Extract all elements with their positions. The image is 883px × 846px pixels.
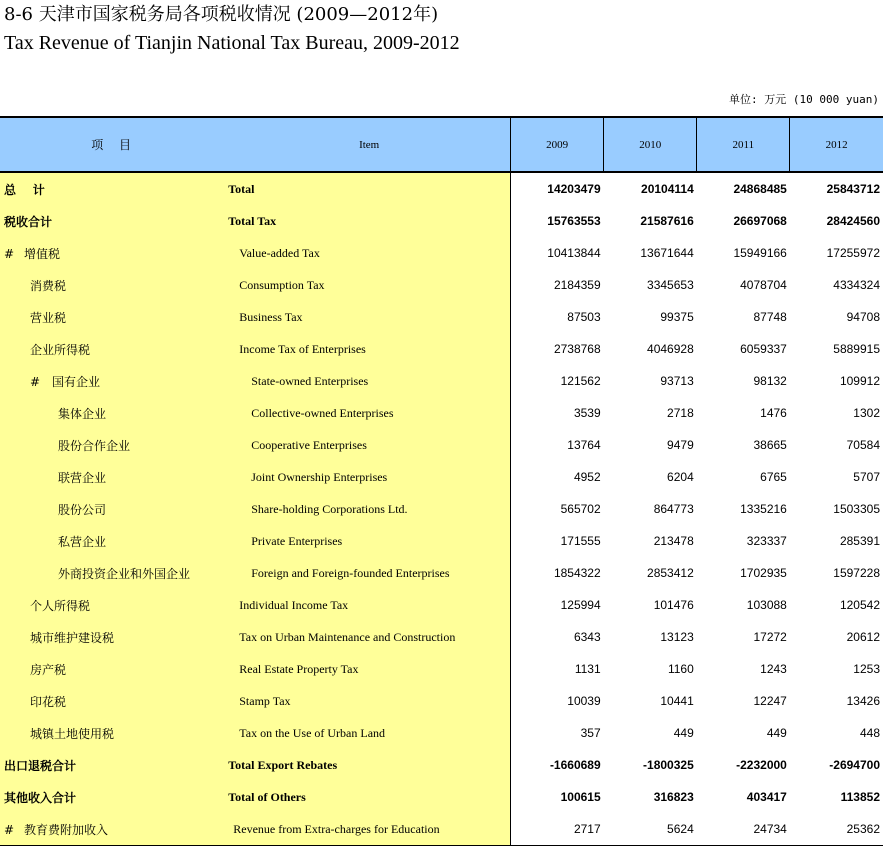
page-title-english: Tax Revenue of Tianjin National Tax Bureau, 2009-2012: [4, 32, 460, 54]
value-2009: 13764: [511, 429, 604, 461]
value-2011: 17272: [753, 630, 787, 644]
value-2009: 171555: [511, 525, 604, 557]
row-label-chinese: [0, 813, 228, 846]
header-year-2012: 2012: [790, 117, 883, 172]
value-2012: 1253: [853, 662, 880, 676]
table-row: [0, 301, 883, 333]
value-2009: 125994: [511, 589, 604, 621]
value-2009: 14203479: [511, 172, 604, 205]
value-2010: -1800325: [643, 758, 694, 772]
value-2009: 1854322: [511, 557, 604, 589]
value-2009: 10039: [511, 685, 604, 717]
table-row: [0, 365, 883, 397]
value-2012: 1503305: [833, 502, 880, 516]
value-2010: 10441: [660, 694, 694, 708]
row-label-chinese: 股份合作企业: [0, 429, 228, 461]
row-label-chinese: 营业税: [0, 301, 228, 333]
table-row: [0, 685, 883, 717]
value-2012: 1302: [853, 406, 880, 420]
value-2012: 28424560: [826, 214, 880, 228]
value-2009: 87503: [511, 301, 604, 333]
value-2012: 94708: [846, 310, 880, 324]
value-2012: 4334324: [833, 278, 880, 292]
value-2009: 2738768: [511, 333, 604, 365]
row-label-english: Income Tax of Enterprises: [228, 333, 510, 365]
unit-label: 单位: 万元 (10 000 yuan): [729, 93, 879, 106]
row-label-english: Joint Ownership Enterprises: [228, 461, 510, 493]
value-2011: 1335216: [740, 502, 787, 516]
table-row: [0, 589, 883, 621]
value-2011: 323337: [746, 534, 787, 548]
row-label-chinese-text: 总 计: [4, 182, 45, 197]
header-item-chinese: 项 目: [0, 117, 228, 172]
value-2011: 98132: [753, 374, 787, 388]
value-2012: 25362: [790, 813, 883, 846]
value-2010: 4046928: [647, 342, 694, 356]
row-label-chinese: [0, 237, 228, 269]
row-label-chinese: 集体企业: [0, 397, 228, 429]
value-2010: 20104114: [641, 182, 694, 196]
value-2010: 93713: [660, 374, 694, 388]
value-2010: 101476: [653, 598, 694, 612]
row-label-chinese: 企业所得税: [0, 333, 228, 365]
row-label-english: Total Tax: [228, 205, 510, 237]
value-2009: 357: [511, 717, 604, 749]
value-2012: 5889915: [833, 342, 880, 356]
value-2010: 449: [673, 726, 694, 740]
value-2009: -1660689: [511, 749, 604, 781]
row-label-english: Individual Income Tax: [228, 589, 510, 621]
table-row: [0, 237, 883, 269]
value-2011: 12247: [753, 694, 787, 708]
value-2011: 15949166: [733, 246, 787, 260]
row-label-chinese: [0, 365, 228, 397]
row-label-english: Total: [228, 172, 510, 205]
value-2010: 5624: [604, 813, 697, 846]
row-label-chinese: 消费税: [0, 269, 228, 301]
row-label-english: Total of Others: [228, 781, 510, 813]
table-row: [0, 269, 883, 301]
value-2009: 3539: [511, 397, 604, 429]
row-label-english: Private Enterprises: [228, 525, 510, 557]
value-2010: 13671644: [640, 246, 694, 260]
value-2010: 2853412: [647, 566, 694, 580]
value-2012: -2694700: [829, 758, 880, 772]
value-2012: 20612: [846, 630, 880, 644]
row-label-chinese-text: 增值税: [24, 246, 61, 261]
row-label-english: Business Tax: [228, 301, 510, 333]
row-label-chinese: 个人所得税: [0, 589, 228, 621]
row-label-chinese: 城镇土地使用税: [0, 717, 228, 749]
row-label-chinese: 股份公司: [0, 493, 228, 525]
row-label-chinese: 出口退税合计: [0, 749, 228, 781]
header-year-2009: 2009: [511, 117, 604, 172]
row-label-chinese: 税收合计: [0, 205, 228, 237]
value-2009: 121562: [511, 365, 604, 397]
row-label-chinese: 房产税: [0, 653, 228, 685]
row-label-english: Tax on the Use of Urban Land: [228, 717, 510, 749]
row-label-chinese: 私营企业: [0, 525, 228, 557]
value-2009: 4952: [511, 461, 604, 493]
header-item-english: Item: [228, 117, 510, 172]
page-title-chinese: 8-6 天津市国家税务局各项税收情况 (2009—2012年): [4, 4, 439, 25]
value-2009: 10413844: [511, 237, 604, 269]
value-2012: 70584: [846, 438, 880, 452]
table-row: [0, 621, 883, 653]
row-label-english: Stamp Tax: [228, 685, 510, 717]
value-2012: 1597228: [833, 566, 880, 580]
row-label-chinese: 城市维护建设税: [0, 621, 228, 653]
value-2010: 2718: [667, 406, 694, 420]
header-year-2010: 2010: [604, 117, 697, 172]
note-mark: #: [4, 246, 15, 261]
row-label-chinese: [0, 172, 228, 205]
row-label-english: Total Export Rebates: [228, 749, 510, 781]
value-2011: 4078704: [740, 278, 787, 292]
row-label-chinese: 印花税: [0, 685, 228, 717]
table-row: [0, 781, 883, 813]
value-2012: 17255972: [826, 246, 880, 260]
row-label-chinese: 其他收入合计: [0, 781, 228, 813]
value-2012: 13426: [846, 694, 880, 708]
value-2012: 109912: [839, 374, 880, 388]
table-row: [0, 461, 883, 493]
row-label-english: Collective-owned Enterprises: [228, 397, 510, 429]
value-2012: 5707: [853, 470, 880, 484]
value-2011: 1243: [760, 662, 787, 676]
table-row: [0, 333, 883, 365]
value-2009: 565702: [511, 493, 604, 525]
row-label-english: State-owned Enterprises: [228, 365, 510, 397]
value-2011: 24868485: [733, 182, 787, 196]
value-2009: 100615: [511, 781, 604, 813]
table-row: [0, 493, 883, 525]
value-2010: 1160: [667, 662, 694, 676]
row-label-english: Revenue from Extra-charges for Education: [228, 813, 510, 846]
table-row: [0, 205, 883, 237]
table-row: [0, 717, 883, 749]
value-2011: 103088: [746, 598, 787, 612]
note-mark: #: [30, 374, 41, 389]
value-2011: 26697068: [733, 214, 787, 228]
value-2011: 1702935: [740, 566, 787, 580]
table-row: [0, 557, 883, 589]
row-label-english: Share-holding Corporations Ltd.: [228, 493, 510, 525]
table-row: [0, 525, 883, 557]
value-2011: 38665: [753, 438, 787, 452]
value-2012: 113852: [840, 790, 880, 804]
value-2009: 2184359: [511, 269, 604, 301]
table-row: [0, 172, 883, 205]
value-2010: 9479: [667, 438, 694, 452]
value-2009: 15763553: [511, 205, 604, 237]
value-2010: 6204: [667, 470, 694, 484]
row-label-chinese: 联营企业: [0, 461, 228, 493]
value-2010: 21587616: [640, 214, 694, 228]
value-2011: 449: [766, 726, 787, 740]
value-2012: 25843712: [826, 182, 880, 196]
row-label-chinese-text: 国有企业: [52, 374, 101, 389]
value-2011: 1476: [760, 406, 787, 420]
table-row: [0, 397, 883, 429]
value-2010: 13123: [660, 630, 694, 644]
row-label-english: Real Estate Property Tax: [228, 653, 510, 685]
header-year-2011: 2011: [697, 117, 790, 172]
row-label-english: Foreign and Foreign-founded Enterprises: [228, 557, 510, 589]
value-2011: 403417: [746, 790, 787, 804]
value-2010: 864773: [653, 502, 694, 516]
value-2012: 120542: [839, 598, 880, 612]
value-2010: 316823: [653, 790, 694, 804]
row-label-english: Value-added Tax: [228, 237, 510, 269]
row-label-chinese: 外商投资企业和外国企业: [0, 557, 228, 589]
value-2011: 24734: [697, 813, 790, 846]
tax-revenue-table: [0, 116, 883, 846]
value-2009: 1131: [511, 653, 604, 685]
row-label-english: Cooperative Enterprises: [228, 429, 510, 461]
row-label-english: Consumption Tax: [228, 269, 510, 301]
row-label-chinese-text: 教育费附加收入: [24, 822, 109, 837]
value-2011: 87748: [753, 310, 787, 324]
table-row: [0, 749, 883, 781]
value-2011: 6059337: [740, 342, 787, 356]
value-2012: 285391: [839, 534, 880, 548]
value-2010: 3345653: [647, 278, 694, 292]
table-row: [0, 429, 883, 461]
value-2011: -2232000: [736, 758, 787, 772]
table-row: [0, 813, 883, 846]
table-row: [0, 653, 883, 685]
value-2009: 2717: [511, 813, 604, 846]
value-2009: 6343: [511, 621, 604, 653]
value-2010: 99375: [660, 310, 694, 324]
value-2012: 448: [859, 726, 880, 740]
table-header-row: [0, 117, 883, 172]
value-2011: 6765: [760, 470, 787, 484]
value-2010: 213478: [653, 534, 694, 548]
row-label-english: Tax on Urban Maintenance and Construction: [228, 621, 510, 653]
note-mark: #: [4, 822, 15, 837]
